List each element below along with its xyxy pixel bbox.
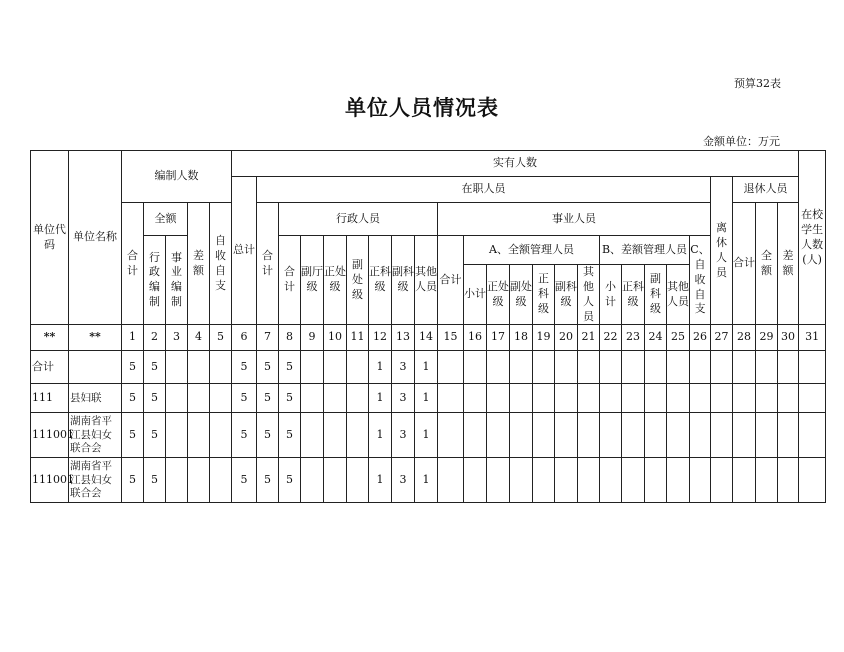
data-cell: 5 [122,458,144,503]
column-number: 18 [510,325,533,351]
data-cell: 5 [257,413,279,458]
table-row [31,413,826,458]
unit-code-cell: 111001 [31,458,69,503]
data-cell: 5 [257,458,279,503]
data-cell [555,413,578,458]
data-cell: 5 [257,384,279,413]
column-number: 8 [279,325,301,351]
column-number: 27 [711,325,733,351]
data-cell [438,384,464,413]
data-cell [799,351,826,384]
col-c-group: C、自收自支 [690,236,711,325]
data-cell [533,351,555,384]
col-bianzhi-zishou: 自收自支 [210,203,232,325]
data-cell [667,351,690,384]
data-cell [711,458,733,503]
header-row-4 [31,236,826,265]
col-xuesheng: 在校学生人数(人) [799,151,826,325]
data-cell [347,384,369,413]
col-xingzheng-bz: 行政编制 [144,236,166,325]
data-cell: 3 [392,351,415,384]
col-a-zhengke: 正科级 [533,265,555,325]
data-cell: 5 [232,351,257,384]
data-cell: 5 [232,413,257,458]
data-cell [210,351,232,384]
data-cell [600,413,622,458]
data-cell [622,384,645,413]
col-shiye-ry: 事业人员 [438,203,711,236]
column-number-row [31,325,826,351]
data-cell: 5 [144,458,166,503]
data-cell [690,458,711,503]
col-a-fuchu: 副处级 [510,265,533,325]
col-a-group: A、全额管理人员 [464,236,600,265]
column-number: 31 [799,325,826,351]
data-cell [438,458,464,503]
data-cell: 5 [257,351,279,384]
col-zaizhi: 在职人员 [257,177,711,203]
unit-name-cell: 湖南省平江县妇女联合会 [69,413,122,458]
col-fuchu: 副处级 [347,236,369,325]
data-cell: 1 [415,351,438,384]
data-cell [733,384,756,413]
unit-code-cell: 合计 [31,351,69,384]
data-cell [578,458,600,503]
col-xz-heji: 合计 [279,236,301,325]
col-tuixiu-chae: 差额 [778,203,799,325]
column-number: 5 [210,325,232,351]
data-cell [555,351,578,384]
column-number: 28 [733,325,756,351]
col-b-xiaoji: 小计 [600,265,622,325]
unit-name-cell: 湖南省平江县妇女联合会 [69,458,122,503]
col-unit-code: 单位代码 [31,151,69,325]
col-a-qita: 其他人员 [578,265,600,325]
column-number: 4 [188,325,210,351]
data-cell [324,458,347,503]
unit-code-cell: 111001 [31,413,69,458]
data-cell [438,413,464,458]
data-cell [301,458,324,503]
data-cell: 3 [392,458,415,503]
col-futing: 副厅级 [301,236,324,325]
data-cell [600,351,622,384]
column-number: 2 [144,325,166,351]
col-a-xiaoji: 小计 [464,265,487,325]
data-cell: 5 [122,384,144,413]
col-b-group: B、差额管理人员 [600,236,690,265]
data-cell [799,458,826,503]
form-number: 预算32表 [734,77,781,90]
col-b-zhengke: 正科级 [622,265,645,325]
data-cell [600,458,622,503]
col-bianzhi-chae: 差额 [188,203,210,325]
data-cell [301,384,324,413]
col-b-fuke: 副科级 [645,265,667,325]
data-cell [510,384,533,413]
data-cell [188,413,210,458]
data-cell [756,351,778,384]
table-row [31,384,826,413]
column-number: 10 [324,325,347,351]
data-cell: 5 [122,413,144,458]
data-cell [487,458,510,503]
column-number: 20 [555,325,578,351]
data-cell [464,384,487,413]
data-cell [188,351,210,384]
data-cell [645,384,667,413]
col-zaizhi-heji: 合计 [257,203,279,325]
data-cell [188,458,210,503]
data-cell [464,413,487,458]
data-cell [690,384,711,413]
data-cell: 1 [415,384,438,413]
data-cell [733,458,756,503]
data-cell [622,458,645,503]
data-cell [711,384,733,413]
col-bianzhi: 编制人数 [122,151,232,203]
data-cell [778,413,799,458]
header-row-1 [31,151,826,177]
data-cell [324,384,347,413]
data-cell [778,384,799,413]
column-number: 1 [122,325,144,351]
column-number: 13 [392,325,415,351]
data-cell [622,351,645,384]
column-number: 26 [690,325,711,351]
column-number: 29 [756,325,778,351]
data-cell: 1 [415,458,438,503]
data-cell: 5 [122,351,144,384]
data-cell [578,351,600,384]
data-cell: 5 [279,413,301,458]
data-cell [533,413,555,458]
page-title: 单位人员情况表 [345,95,499,120]
data-cell: 1 [369,351,392,384]
data-cell [464,351,487,384]
data-cell [645,413,667,458]
unit-name-cell [69,351,122,384]
data-cell: 3 [392,384,415,413]
data-cell [578,384,600,413]
unit-code-cell: 111 [31,384,69,413]
column-number: 19 [533,325,555,351]
col-b-qita: 其他人员 [667,265,690,325]
data-cell: 1 [369,458,392,503]
data-cell [690,413,711,458]
col-shiyou: 实有人数 [232,151,799,177]
column-number: 7 [257,325,279,351]
data-cell [756,458,778,503]
data-cell [690,351,711,384]
col-quane: 全额 [144,203,188,236]
data-cell: 5 [232,458,257,503]
data-cell [166,384,188,413]
data-cell [733,351,756,384]
personnel-table [30,150,826,503]
data-cell [510,458,533,503]
data-cell [711,413,733,458]
col-a-zhengchu: 正处级 [487,265,510,325]
column-number: 21 [578,325,600,351]
column-number: 9 [301,325,324,351]
col-fuke: 副科级 [392,236,415,325]
col-tuixiu: 退休人员 [733,177,799,203]
data-cell: 5 [279,351,301,384]
data-cell [347,413,369,458]
column-number: 22 [600,325,622,351]
data-cell [324,351,347,384]
data-cell [464,458,487,503]
data-cell [210,413,232,458]
data-cell [667,458,690,503]
column-number: 24 [645,325,667,351]
data-cell [578,413,600,458]
data-cell [301,351,324,384]
column-number: 3 [166,325,188,351]
data-cell [347,351,369,384]
col-zongji: 总计 [232,177,257,325]
data-cell: 5 [144,351,166,384]
data-cell [756,384,778,413]
data-cell [600,384,622,413]
data-cell [510,413,533,458]
data-cell: 1 [415,413,438,458]
column-number: 12 [369,325,392,351]
column-number: 25 [667,325,690,351]
data-cell [510,351,533,384]
col-lixiu: 离休人员 [711,177,733,325]
data-cell [166,413,188,458]
data-cell [188,384,210,413]
data-cell [667,413,690,458]
data-cell: 5 [144,413,166,458]
data-cell [667,384,690,413]
data-cell [487,413,510,458]
data-cell [166,458,188,503]
col-xingzheng-ry: 行政人员 [279,203,438,236]
data-cell [555,384,578,413]
col-a-fuke: 副科级 [555,265,578,325]
col-bianzhi-heji: 合计 [122,203,144,325]
data-cell [555,458,578,503]
data-cell [301,413,324,458]
column-number: 15 [438,325,464,351]
column-number: 17 [487,325,510,351]
col-unit-name: 单位名称 [69,151,122,325]
data-cell [438,351,464,384]
data-cell [487,384,510,413]
col-tuixiu-heji: 合计 [733,203,756,325]
column-number: ** [69,325,122,351]
column-number: 14 [415,325,438,351]
data-cell [778,351,799,384]
data-cell [533,384,555,413]
column-number: 30 [778,325,799,351]
data-cell [645,351,667,384]
data-cell [799,413,826,458]
column-number: 6 [232,325,257,351]
header-row-3 [31,203,826,236]
data-cell [622,413,645,458]
data-cell: 1 [369,413,392,458]
data-cell [799,384,826,413]
table-row [31,351,826,384]
data-cell: 5 [279,384,301,413]
data-cell: 5 [279,458,301,503]
data-cell [347,458,369,503]
data-cell [533,458,555,503]
data-cell [778,458,799,503]
col-zhengchu: 正处级 [324,236,347,325]
data-cell [210,384,232,413]
col-shiye-bz: 事业编制 [166,236,188,325]
data-cell [756,413,778,458]
amount-unit-label: 金额单位：万元 [703,135,780,148]
column-number: 16 [464,325,487,351]
data-cell [645,458,667,503]
col-tuixiu-quane: 全额 [756,203,778,325]
data-cell [487,351,510,384]
data-cell: 1 [369,384,392,413]
col-qita: 其他人员 [415,236,438,325]
col-sy-heji: 合计 [438,236,464,325]
column-number: 23 [622,325,645,351]
column-number: ** [31,325,69,351]
data-cell [324,413,347,458]
data-cell: 5 [232,384,257,413]
data-cell [733,413,756,458]
table-row [31,458,826,503]
data-cell: 5 [144,384,166,413]
unit-name-cell: 县妇联 [69,384,122,413]
data-cell [210,458,232,503]
col-zhengke: 正科级 [369,236,392,325]
data-cell: 3 [392,413,415,458]
column-number: 11 [347,325,369,351]
data-cell [166,351,188,384]
data-cell [711,351,733,384]
